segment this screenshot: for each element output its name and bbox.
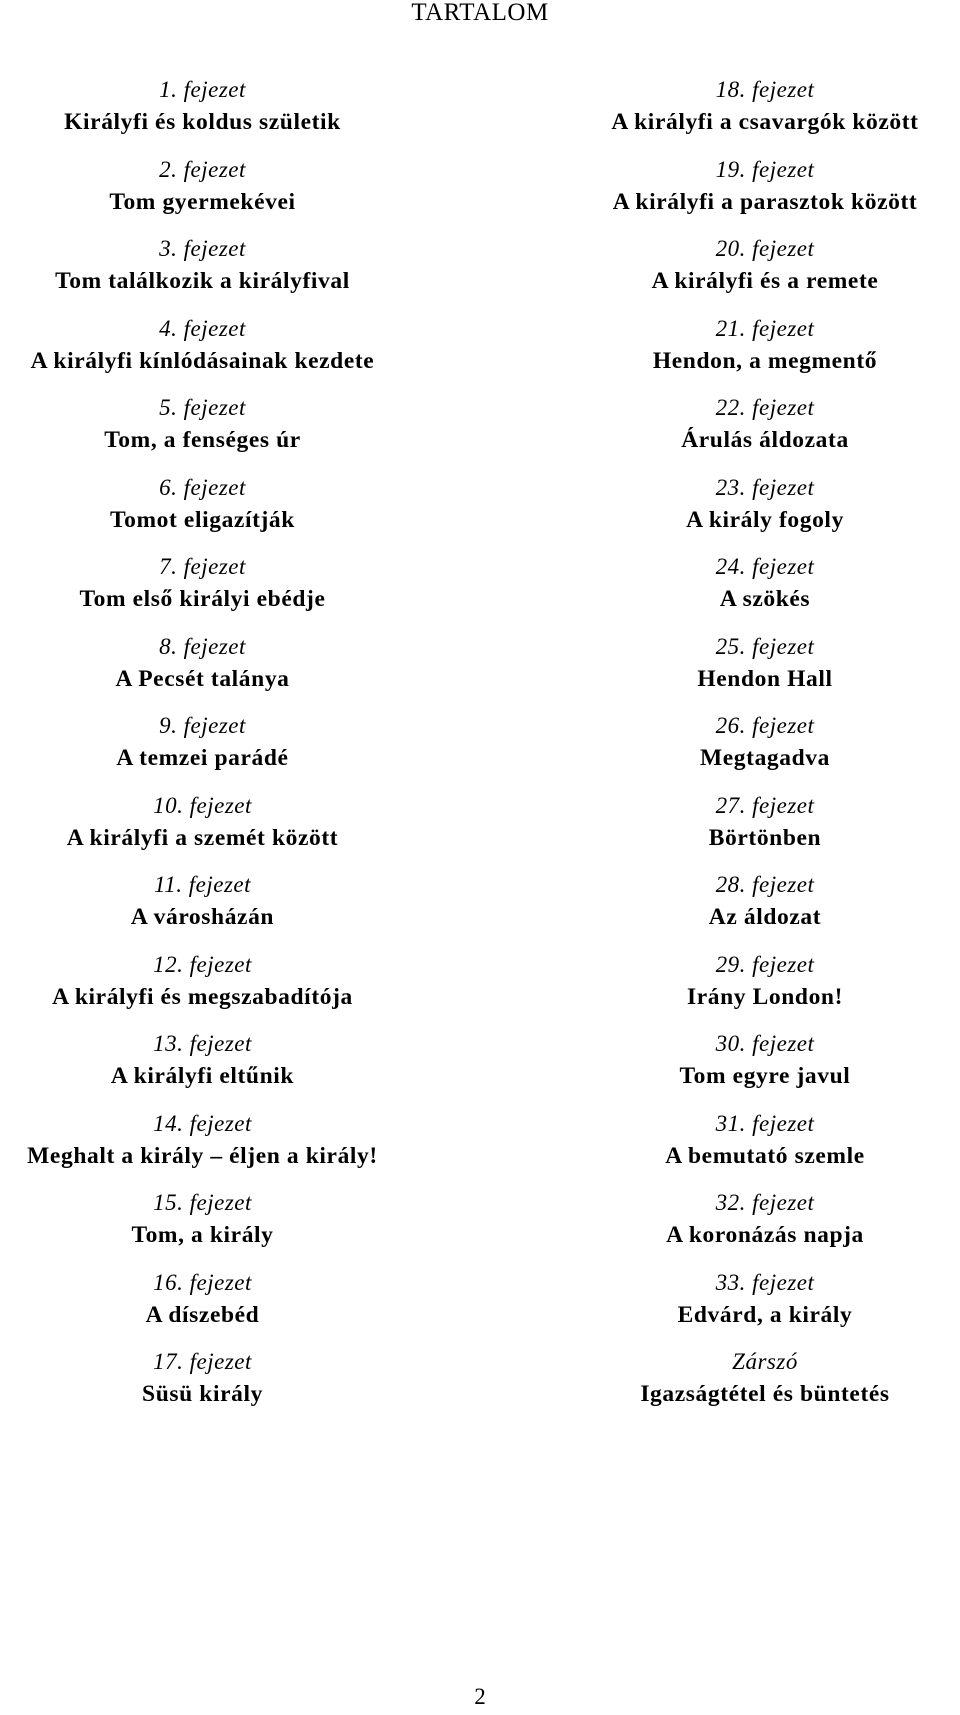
chapter-number: 31. fejezet <box>715 1110 815 1136</box>
chapter-title: Meghalt a király – éljen a király! <box>27 1142 378 1169</box>
chapter-number: 28. fejezet <box>715 872 815 897</box>
page-title: TARTALOM <box>411 0 549 26</box>
page-number: 2 <box>474 1684 486 1709</box>
toc-entry[interactable] <box>570 791 960 871</box>
chapter-title: Irány London! <box>686 983 844 1010</box>
chapter-title: Hendon, a megmentő <box>652 347 878 374</box>
chapter-number: 29. fejezet <box>715 951 815 977</box>
toc-entry[interactable] <box>0 711 405 791</box>
chapter-number: 6. fejezet <box>159 474 246 500</box>
chapter-number: 3. fejezet <box>159 236 246 261</box>
toc-entry[interactable] <box>570 1188 960 1268</box>
chapter-number: 22. fejezet <box>715 395 815 420</box>
toc-entry[interactable] <box>0 234 405 314</box>
chapter-number: 15. fejezet <box>153 1190 252 1215</box>
chapter-title: A királyfi a szemét között <box>66 824 339 851</box>
toc-entry[interactable] <box>570 75 960 155</box>
chapter-number: 27. fejezet <box>715 792 815 818</box>
chapter-title: A királyfi és a remete <box>651 268 879 294</box>
toc-entry[interactable] <box>0 473 405 553</box>
chapter-title: Edvárd, a király <box>677 1301 853 1328</box>
chapter-title: A királyfi a csavargók között <box>611 109 919 135</box>
toc-entry[interactable] <box>570 473 960 553</box>
toc-entry[interactable] <box>570 393 960 473</box>
chapter-number: 13. fejezet <box>153 1031 252 1056</box>
toc-entry[interactable] <box>570 314 960 394</box>
toc-entry[interactable] <box>0 75 405 155</box>
toc-entry[interactable] <box>0 791 405 871</box>
chapter-number: 19. fejezet <box>715 156 815 182</box>
chapter-number: 10. fejezet <box>153 792 252 818</box>
toc-entry[interactable] <box>0 870 405 950</box>
toc-entry[interactable] <box>570 552 960 632</box>
chapter-number: 17. fejezet <box>153 1349 252 1374</box>
chapter-title: Börtönben <box>708 824 822 851</box>
chapter-number: 23. fejezet <box>715 474 815 500</box>
chapter-number: 21. fejezet <box>715 315 815 341</box>
chapter-title: A királyfi eltűnik <box>110 1063 295 1089</box>
toc-entry[interactable] <box>0 314 405 394</box>
chapter-title: Tomot eligazítják <box>110 506 295 533</box>
chapter-title: A koronázás napja <box>666 1222 864 1248</box>
chapter-title: A Pecsét talánya <box>115 665 290 692</box>
toc-entry[interactable] <box>0 1268 405 1348</box>
chapter-title: A királyfi kínlódásainak kezdete <box>30 347 375 374</box>
chapter-title: A szökés <box>719 586 811 612</box>
chapter-title: Tom, a király <box>131 1222 274 1248</box>
chapter-title: A városházán <box>130 904 275 930</box>
toc-entry[interactable] <box>0 632 405 712</box>
chapter-number: 32. fejezet <box>715 1190 815 1215</box>
toc-entry[interactable] <box>570 632 960 712</box>
toc-entry[interactable] <box>570 1109 960 1189</box>
chapter-number: 11. fejezet <box>153 872 252 897</box>
chapter-number: Zárszó <box>732 1349 798 1374</box>
chapter-title: A királyfi a parasztok között <box>612 188 918 215</box>
chapter-title: Királyfi és koldus születik <box>64 109 341 135</box>
chapter-title: Tom első királyi ebédje <box>79 586 326 612</box>
toc-entry[interactable] <box>570 234 960 314</box>
chapter-title: Hendon Hall <box>697 665 833 692</box>
chapter-title: Az áldozat <box>708 904 822 930</box>
toc-entry[interactable] <box>0 1029 405 1109</box>
toc-entry[interactable] <box>0 950 405 1030</box>
chapter-title: A királyfi és megszabadítója <box>52 983 353 1010</box>
chapter-number: 20. fejezet <box>715 236 815 261</box>
chapter-title: Igazságtétel és büntetés <box>640 1381 890 1407</box>
chapter-title: Tom, a fenséges úr <box>104 427 301 453</box>
toc-entry[interactable] <box>570 155 960 235</box>
chapter-number: 12. fejezet <box>153 951 252 977</box>
chapter-number: 8. fejezet <box>159 633 246 659</box>
chapter-number: 2. fejezet <box>159 156 246 182</box>
chapter-title: A díszebéd <box>145 1301 260 1328</box>
toc-right-column <box>570 75 960 1427</box>
toc-entry[interactable] <box>0 1188 405 1268</box>
chapter-number: 26. fejezet <box>715 713 815 738</box>
chapter-title: A király fogoly <box>686 506 844 533</box>
toc-entry[interactable] <box>0 393 405 473</box>
chapter-number: 18. fejezet <box>715 77 815 102</box>
chapter-number: 24. fejezet <box>715 554 815 579</box>
chapter-number: 9. fejezet <box>159 713 246 738</box>
toc-entry[interactable] <box>570 1029 960 1109</box>
chapter-title: Tom egyre javul <box>679 1063 851 1089</box>
toc-entry[interactable] <box>570 1268 960 1348</box>
toc-entry[interactable] <box>0 155 405 235</box>
toc-entry[interactable] <box>0 1347 405 1427</box>
toc-entry[interactable] <box>0 552 405 632</box>
toc-entry[interactable] <box>570 711 960 791</box>
chapter-number: 33. fejezet <box>715 1269 815 1295</box>
chapter-number: 1. fejezet <box>159 77 246 102</box>
chapter-number: 7. fejezet <box>159 554 246 579</box>
chapter-title: A bemutató szemle <box>665 1142 865 1169</box>
chapter-number: 5. fejezet <box>159 395 246 420</box>
chapter-number: 16. fejezet <box>153 1269 252 1295</box>
chapter-number: 14. fejezet <box>153 1110 252 1136</box>
toc-left-column <box>0 75 405 1427</box>
chapter-title: Tom találkozik a királyfival <box>55 268 350 294</box>
chapter-title: Megtagadva <box>699 745 830 771</box>
chapter-title: Árulás áldozata <box>681 427 849 453</box>
toc-entry[interactable] <box>0 1109 405 1189</box>
chapter-title: A temzei parádé <box>116 745 289 771</box>
chapter-number: 4. fejezet <box>159 315 246 341</box>
chapter-number: 25. fejezet <box>715 633 815 659</box>
toc-entry[interactable] <box>570 1347 960 1427</box>
toc-entry[interactable] <box>570 950 960 1030</box>
chapter-title: Süsü király <box>142 1381 263 1407</box>
chapter-number: 30. fejezet <box>715 1031 815 1056</box>
toc-entry[interactable] <box>570 870 960 950</box>
chapter-title: Tom gyermekévei <box>109 188 296 215</box>
